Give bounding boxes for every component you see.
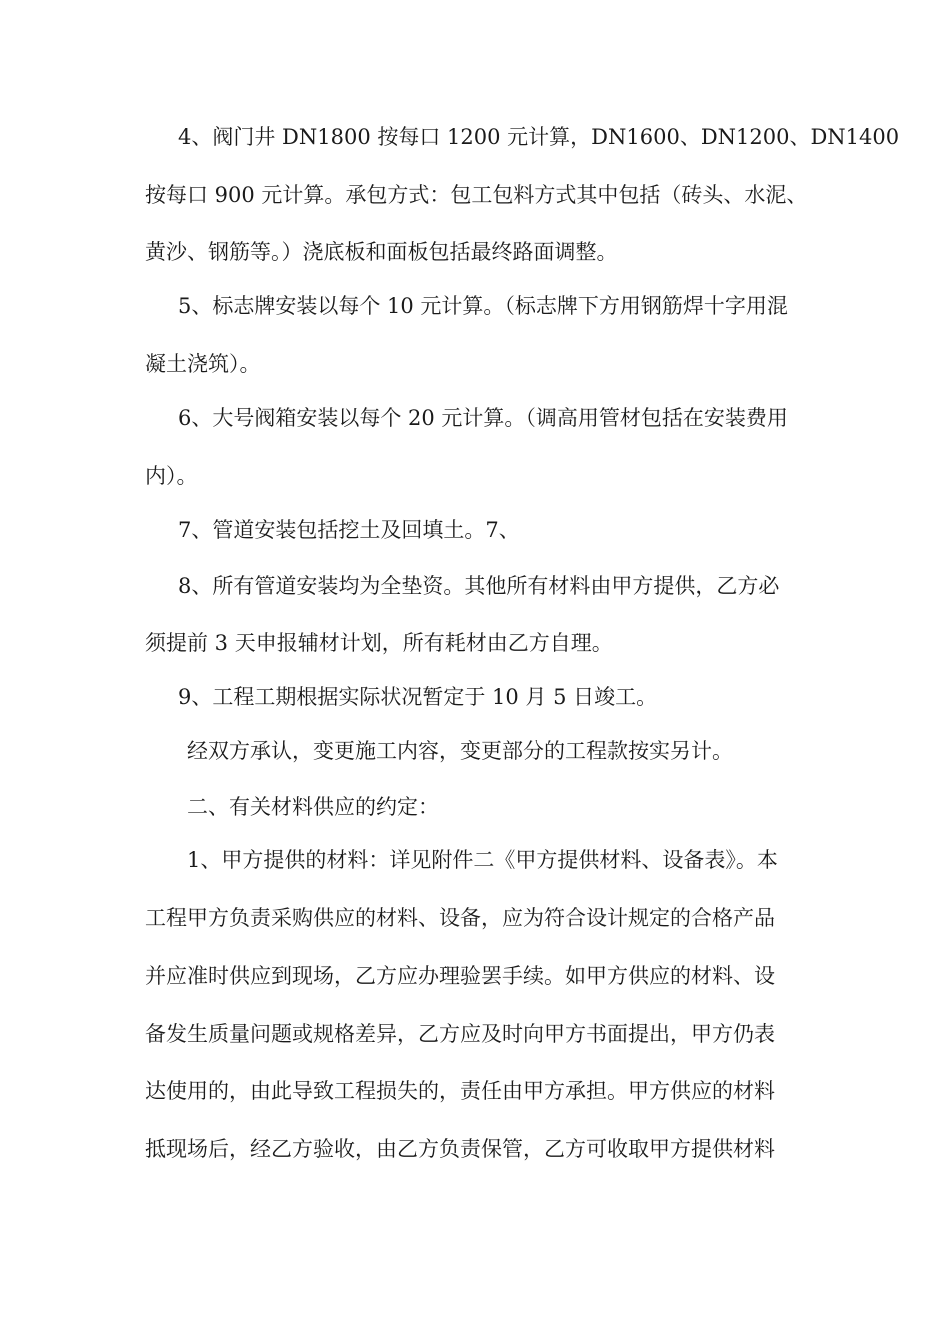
paragraph-8-line-2: 须提前 3 天申报辅材计划，所有耗材由乙方自理。 xyxy=(145,631,613,655)
paragraph-9-line-1: 9、工程工期根据实际状况暂定于 10 月 5 日竣工。 xyxy=(178,685,658,709)
paragraph-12-line-1: 1、甲方提供的材料：详见附件二《甲方提供材料、设备表》。本 xyxy=(187,848,778,872)
paragraph-4-line-1: 4、阀门井 DN1800 按每口 1200 元计算，DN1600、DN1200、DN1400 xyxy=(178,125,900,149)
paragraph-6-line-2: 内）。 xyxy=(145,464,198,488)
paragraph-4-line-2: 按每口 900 元计算。承包方式：包工包料方式其中包括（砖头、水泥、 xyxy=(145,183,808,207)
section-heading-materials: 二、有关材料供应的约定： xyxy=(187,795,439,819)
paragraph-12-line-4: 备发生质量问题或规格差异，乙方应及时向甲方书面提出，甲方仍表 xyxy=(145,1022,775,1046)
paragraph-12-line-3: 并应准时供应到现场，乙方应办理验罢手续。如甲方供应的材料、设 xyxy=(145,964,775,988)
paragraph-5-line-2: 凝土浇筑）。 xyxy=(145,352,261,376)
paragraph-7-line-1: 7、管道安装包括挖土及回填土。7、 xyxy=(178,518,520,542)
paragraph-12-line-6: 抵现场后，经乙方验收，由乙方负责保管，乙方可收取甲方提供材料 xyxy=(145,1137,775,1161)
paragraph-8-line-1: 8、所有管道安装均为全垫资。其他所有材料由甲方提供，乙方必 xyxy=(178,574,780,598)
paragraph-4-line-3: 黄沙、钢筋等。）浇底板和面板包括最终路面调整。 xyxy=(145,240,618,264)
paragraph-6-line-1: 6、大号阀箱安装以每个 20 元计算。（调高用管材包括在安装费用 xyxy=(178,406,788,430)
paragraph-12-line-2: 工程甲方负责采购供应的材料、设备，应为符合设计规定的合格产品 xyxy=(145,906,775,930)
paragraph-5-line-1: 5、标志牌安装以每个 10 元计算。（标志牌下方用钢筋焊十字用混 xyxy=(178,294,788,318)
paragraph-10-line-1: 经双方承认，变更施工内容，变更部分的工程款按实另计。 xyxy=(187,739,733,763)
paragraph-12-line-5: 达使用的，由此导致工程损失的，责任由甲方承担。甲方供应的材料 xyxy=(145,1079,775,1103)
